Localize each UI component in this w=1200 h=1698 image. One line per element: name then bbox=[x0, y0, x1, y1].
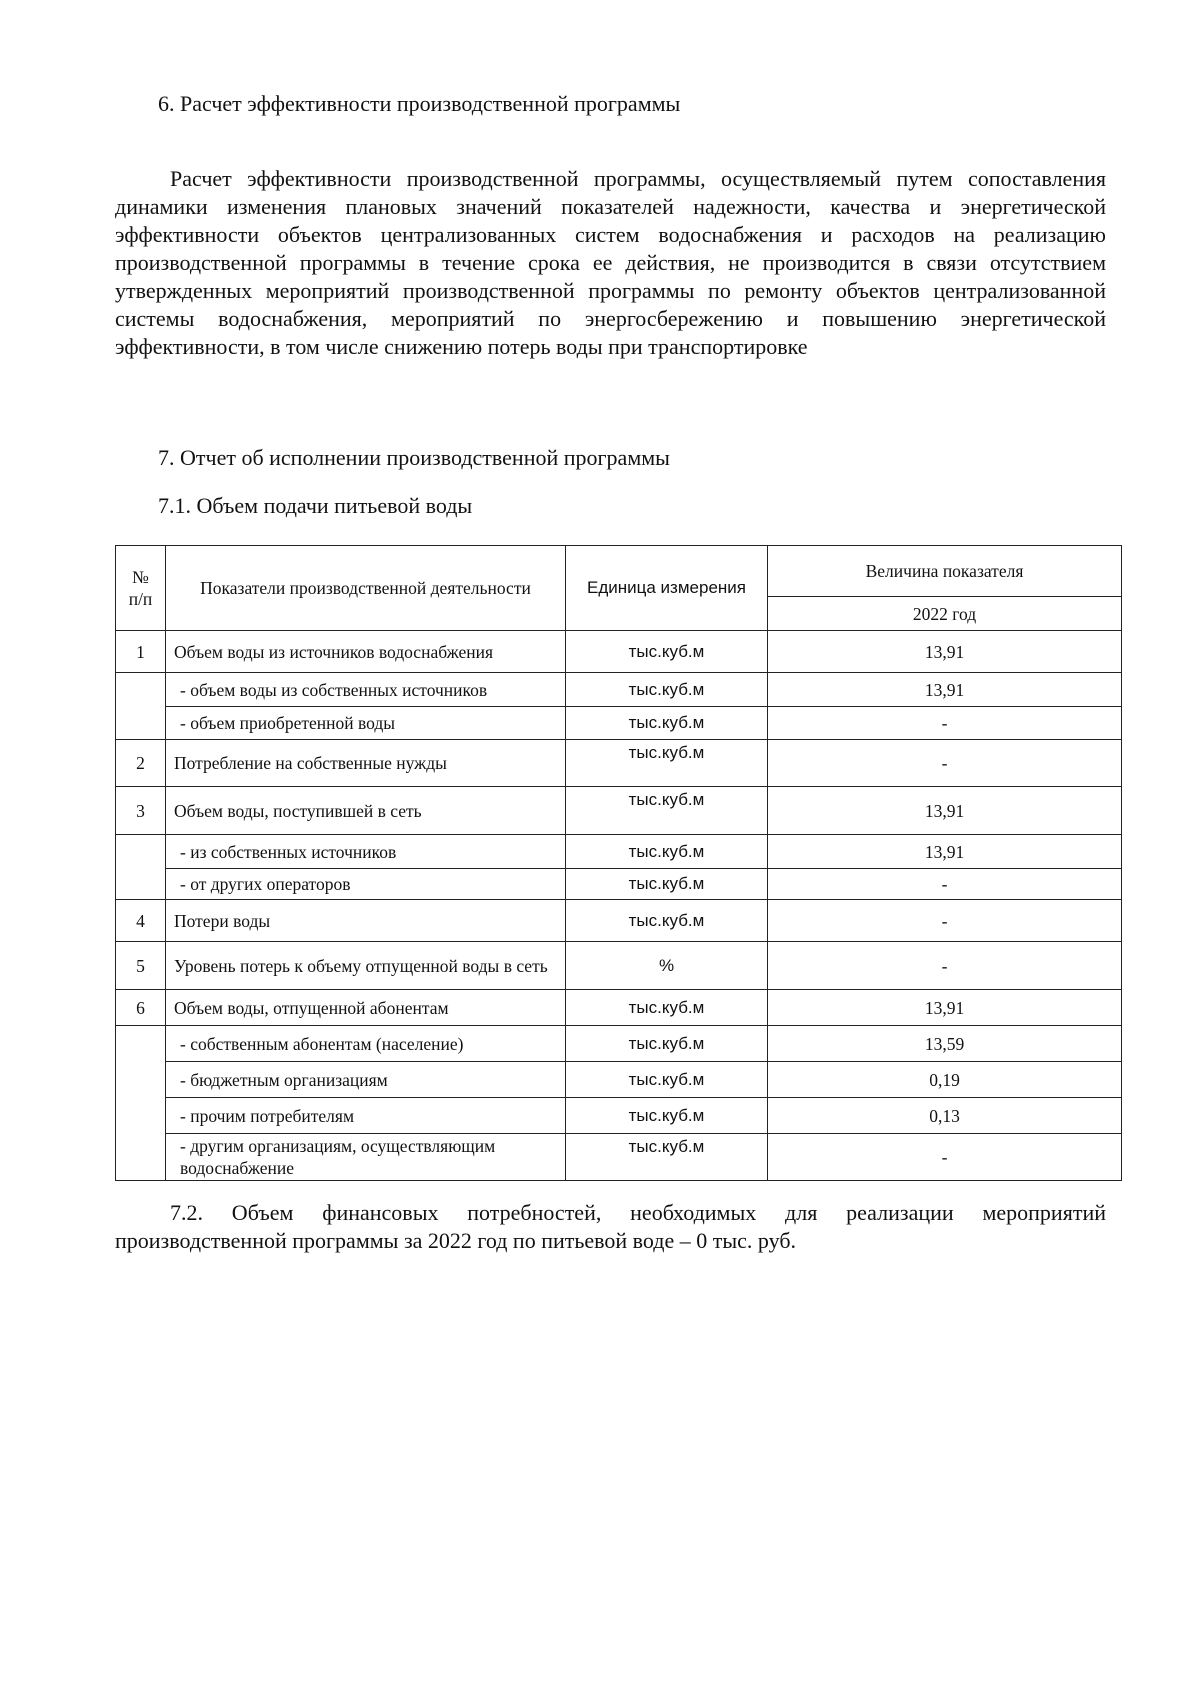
row-unit: тыс.куб.м bbox=[566, 1026, 768, 1062]
section-7-heading: 7. Отчет об исполнении производственной программы bbox=[158, 445, 670, 470]
row-name: - бюджетным организациям bbox=[166, 1062, 566, 1098]
row-name: - другим организациям, осуществляющим водоснабжение bbox=[166, 1134, 566, 1181]
header-year: 2022 год bbox=[768, 597, 1122, 631]
row-name: - из собственных источников bbox=[166, 835, 566, 869]
row-name: Уровень потерь к объему отпущенной воды в сеть bbox=[166, 942, 566, 990]
row-unit: тыс.куб.м bbox=[566, 787, 768, 835]
table-row bbox=[116, 1026, 1122, 1062]
section-6-paragraph: Расчет эффективности производственной программы, осуществляемый путем сопоставления динамики изменения плановых значений показателей надежности, качества и энергетической эффективности объектов централизованных систем водоснабжения и расходов на реализацию производственной программы в течение срока ее действия, не производится в связи отсутствием утвержденных мероприятий производственной программы по ремонту объектов централизованной системы водоснабжения, мероприятий по энергосбережению и повышению энергетической эффективности, в том числе снижению потерь воды при транспортировке bbox=[115, 166, 1106, 359]
table-row bbox=[116, 835, 1122, 869]
header-num: № п/п bbox=[116, 546, 166, 631]
row-num: 5 bbox=[116, 942, 166, 990]
row-value: - bbox=[768, 707, 1122, 740]
header-unit: Единица измерения bbox=[566, 546, 768, 631]
row-value: - bbox=[768, 740, 1122, 787]
section-6-heading: 6. Расчет эффективности производственной программы bbox=[158, 91, 681, 116]
table-row bbox=[116, 1062, 1122, 1098]
table-header-row bbox=[116, 546, 1122, 597]
row-value: 13,91 bbox=[768, 835, 1122, 869]
row-name: Потребление на собственные нужды bbox=[166, 740, 566, 787]
row-unit: тыс.куб.м bbox=[566, 631, 768, 673]
row-value: - bbox=[768, 869, 1122, 900]
table-row bbox=[116, 990, 1122, 1026]
table-row bbox=[116, 900, 1122, 942]
row-unit: тыс.куб.м bbox=[566, 707, 768, 740]
row-unit: тыс.куб.м bbox=[566, 869, 768, 900]
row-value: 0,13 bbox=[768, 1098, 1122, 1134]
table-row bbox=[116, 673, 1122, 707]
row-num bbox=[116, 835, 166, 900]
table-row bbox=[116, 1098, 1122, 1134]
row-num bbox=[116, 673, 166, 740]
row-unit: тыс.куб.м bbox=[566, 740, 768, 787]
row-num bbox=[116, 1026, 166, 1181]
row-name: Объем воды из источников водоснабжения bbox=[166, 631, 566, 673]
table-row bbox=[116, 707, 1122, 740]
row-unit: тыс.куб.м bbox=[566, 835, 768, 869]
row-unit: тыс.куб.м bbox=[566, 673, 768, 707]
row-name: - собственным абонентам (население) bbox=[166, 1026, 566, 1062]
row-name: Объем воды, поступившей в сеть bbox=[166, 787, 566, 835]
row-value: 13,91 bbox=[768, 990, 1122, 1026]
row-unit: тыс.куб.м bbox=[566, 990, 768, 1026]
row-value: - bbox=[768, 942, 1122, 990]
table-row bbox=[116, 740, 1122, 787]
table-row bbox=[116, 869, 1122, 900]
header-value: Величина показателя bbox=[768, 546, 1122, 597]
row-unit: тыс.куб.м bbox=[566, 1062, 768, 1098]
row-num: 3 bbox=[116, 787, 166, 835]
table-row bbox=[116, 942, 1122, 990]
row-value: - bbox=[768, 900, 1122, 942]
water-supply-table bbox=[115, 545, 1122, 1181]
row-value: 13,91 bbox=[768, 787, 1122, 835]
row-num: 4 bbox=[116, 900, 166, 942]
row-value: 13,91 bbox=[768, 673, 1122, 707]
row-name: Потери воды bbox=[166, 900, 566, 942]
row-value: 0,19 bbox=[768, 1062, 1122, 1098]
section-7-1-heading: 7.1. Объем подачи питьевой воды bbox=[158, 493, 473, 518]
row-num: 6 bbox=[116, 990, 166, 1026]
row-num: 2 bbox=[116, 740, 166, 787]
row-name: Объем воды, отпущенной абонентам bbox=[166, 990, 566, 1026]
row-unit: тыс.куб.м bbox=[566, 900, 768, 942]
row-value: 13,91 bbox=[768, 631, 1122, 673]
row-name: - от других операторов bbox=[166, 869, 566, 900]
row-name: - объем приобретенной воды bbox=[166, 707, 566, 740]
section-7-2-paragraph: 7.2. Объем финансовых потребностей, необходимых для реализации мероприятий производственной программы за 2022 год по питьевой воде – 0 тыс. руб. bbox=[115, 1200, 1106, 1253]
row-num: 1 bbox=[116, 631, 166, 673]
row-value: 13,59 bbox=[768, 1026, 1122, 1062]
row-name: - объем воды из собственных источников bbox=[166, 673, 566, 707]
row-value: - bbox=[768, 1134, 1122, 1181]
table-row bbox=[116, 1134, 1122, 1181]
row-unit: % bbox=[566, 942, 768, 990]
row-unit: тыс.куб.м bbox=[566, 1098, 768, 1134]
header-indicator: Показатели производственной деятельности bbox=[166, 546, 566, 631]
row-name: - прочим потребителям bbox=[166, 1098, 566, 1134]
row-unit: тыс.куб.м bbox=[566, 1134, 768, 1181]
table-row bbox=[116, 787, 1122, 835]
table-row bbox=[116, 631, 1122, 673]
